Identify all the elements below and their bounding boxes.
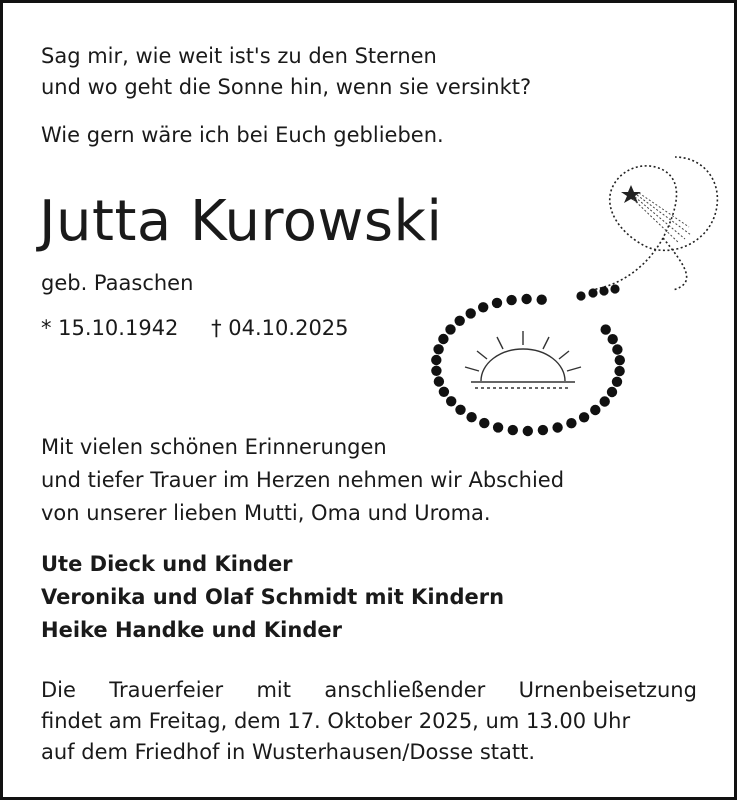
- bead: [610, 284, 619, 293]
- bead: [479, 418, 489, 428]
- bead: [614, 366, 624, 376]
- service-details: [41, 675, 697, 768]
- bead: [506, 295, 516, 305]
- bead: [431, 366, 441, 376]
- mourner: Ute Dieck und Kinder: [41, 552, 293, 576]
- bead: [588, 288, 597, 297]
- bead: [599, 286, 608, 295]
- life-dates: [41, 313, 349, 343]
- poem-line-1: Sag mir, wie weit ist's zu den Sternen: [41, 44, 437, 68]
- word: anschließender: [324, 678, 486, 702]
- infinity-sunset-shooting-star-icon: [423, 153, 733, 443]
- bead: [612, 377, 622, 387]
- poem: [41, 41, 531, 103]
- bead: [455, 405, 465, 415]
- bead: [455, 316, 465, 326]
- word: mit: [256, 678, 291, 702]
- death-date: † 04.10.2025: [211, 316, 349, 340]
- service-line-1: [41, 675, 697, 706]
- bead: [576, 291, 585, 300]
- bead: [438, 334, 448, 344]
- bead: [466, 308, 476, 318]
- message-line-1: Mit vielen schönen Erinnerungen: [41, 435, 387, 459]
- bead: [431, 355, 441, 365]
- message-line-3: von unserer lieben Mutti, Oma und Uroma.: [41, 501, 491, 525]
- service-line-2: findet am Freitag, dem 17. Oktober 2025, um 13.00 Uhr: [41, 709, 631, 733]
- word: Trauerfeier: [109, 678, 224, 702]
- birth-date: * 15.10.1942: [41, 316, 179, 340]
- maiden-name: geb. Paaschen: [41, 271, 194, 295]
- bead: [434, 376, 444, 386]
- poem-line-2: und wo geht die Sonne hin, wenn sie versinkt?: [41, 75, 532, 99]
- mourner: Veronika und Olaf Schmidt mit Kindern: [41, 585, 505, 609]
- bead: [445, 324, 455, 334]
- bead: [615, 355, 625, 365]
- bead: [566, 418, 576, 428]
- bead: [600, 396, 610, 406]
- bead: [601, 324, 611, 334]
- bead: [466, 412, 476, 422]
- shooting-star-icon: [621, 185, 691, 243]
- bead: [608, 334, 618, 344]
- bead: [439, 387, 449, 397]
- bead: [521, 294, 531, 304]
- bead: [579, 412, 589, 422]
- bead-loop: [431, 284, 625, 436]
- sunset-icon: [465, 331, 581, 388]
- service-line-3: auf dem Friedhof in Wusterhausen/Dosse statt.: [41, 740, 536, 764]
- wish-line: Wie gern wäre ich bei Euch geblieben.: [41, 123, 444, 147]
- bead: [590, 405, 600, 415]
- farewell-message: [41, 432, 564, 531]
- deceased-name: Jutta Kurowski: [39, 189, 443, 254]
- bead: [492, 298, 502, 308]
- bead: [478, 302, 488, 312]
- bead: [433, 344, 443, 354]
- message-line-2: und tiefer Trauer im Herzen nehmen wir Abschied: [41, 468, 565, 492]
- word: Die: [41, 678, 76, 702]
- mourners-list: [41, 549, 504, 648]
- bead: [607, 387, 617, 397]
- bead: [446, 396, 456, 406]
- bead: [612, 344, 622, 354]
- word: Urnenbeisetzung: [518, 678, 697, 702]
- bead: [537, 295, 547, 305]
- mourner: Heike Handke und Kinder: [41, 618, 342, 642]
